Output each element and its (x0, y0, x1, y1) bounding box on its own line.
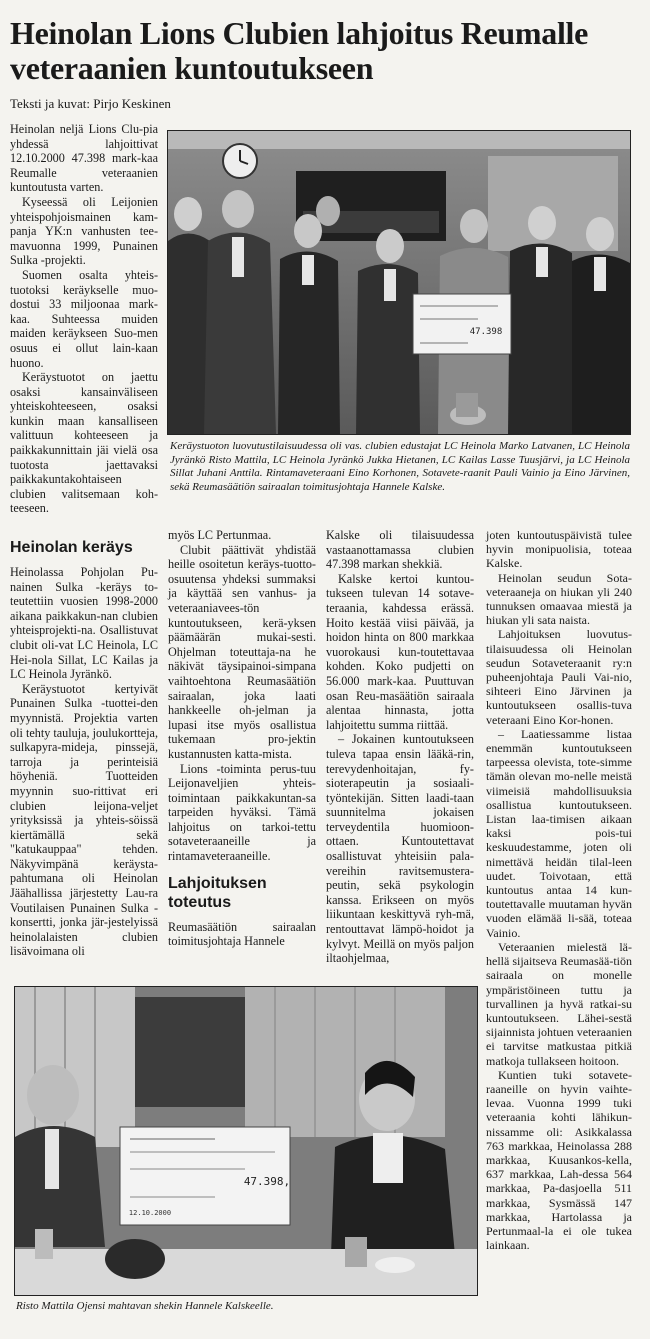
column-paragraph: Keräystuotot kertyivät Punainen Sulka -tuottei-den myynnistä. Projektia varten oli tehty tauluja, joulukortteja, sulkapyra-mideja, pinssejä, tarroja ja perinteisiä höyheniä. Tuotteiden myynnin suo-rittivat eri clubien leijona-veljet yrityksissä ja yhteis-söissä kiertämällä sekä "katukauppaa" tehden. Näkyvimpänä keräysta-pahtumana oli Heinolan Jäähallissa järjestetty Lau-ra Voutilaisen Punainen Sulka -konsertti, jonka jär-jestelyissä heinolalaisten clubien lisävoimana oli (10, 681, 158, 959)
column-paragraph: Kalske oli tilaisuudessa vastaanottamassa clubien 47.398 markan shekkiä. (326, 528, 474, 572)
top-photo-check-amount: 47.398 (469, 327, 503, 337)
column-paragraph: Heinolassa Pohjolan Pu-nainen Sulka -keräys to-teutettiin vuosien 1998-2000 aikana paikkakun-nan clubien yhteisprojekti-na. Osallistuvat clubit oli-vat LC Heinola, LC Hei-nola Sillat, LC Kailas ja LC Heinola Jyränkö. (10, 565, 158, 682)
column-3 (326, 528, 474, 966)
bottom-photo-check-amount: 47.398, (243, 1175, 291, 1188)
column-paragraph: myös LC Pertunmaa. (168, 528, 272, 542)
intro-paragraph: Suomen osalta yhteis-tuotoksi keräykselle muo-dostui 33 miljoonaa mark-kaa. Suhteessa muiden maiden keräykseen Suo-men osuus ei ollut lain-kaan huono. (10, 267, 158, 370)
column-paragraph: – Laatiessamme listaa enemmän kuntoutukseen tarpeessa olevista, tote-simme tämän olevan mo-nelle meistä viimeisiä mahdollisuuksia osallistua kuntoutukseen. Listan laa-timisen aikaan kaksi pois-tui keskuudestamme, joten oli nimettävä heidän tilal-leen uudet. Toivotaan, että kuntoutus antaa 14 kun-toutettavalle muutaman hyvän vuoden elämää li-sää, toteaa Vainio. (486, 726, 632, 940)
intro-paragraph: Kyseessä oli Leijonien yhteispohjoismainen kam-panja YK:n vanhusten tee-mavuonna 1999, Punainen Sulka -projekti. (10, 194, 158, 268)
column-paragraph: Lions -toiminta perus-tuu Leijonaveljien yhteis-toimintaan paikkakuntan-sa tarpeiden hyväksi. Tämä lahjoitus on tarkoi-tettu sotaveteraaneille ja rintamaveteraaneille. (168, 761, 316, 864)
top-photo-caption: Keräystuoton luovutustilaisuudessa oli vas. clubien edustajat LC Heinola Marko Latvanen, LC Heinola Jyränkö Risto Mattila, LC Heinola Jyränkö Jukka Hietanen, LC Kailas Lasse Tuusjärvi, ja LC Heinola Sillat Juhani Anttila. Rintamaveteraani Eino Korhonen, Sotavete-raanit Pauli Vainio ja Eino Järvinen, sekä Reumasäätiön sairaalan toimitusjohtaja Hannele Kalske. (170, 440, 630, 493)
column-paragraph: Kalske kertoi kuntou-tukseen tulevan 14 sotave-teraania, kahdessa erässä. Hoito kestää viisi päivää, ja hoidon hinta on 800 markkaa vuorokausi kun-toutettavaa kohden. Koko pudjetti on 56.000 mark-kaa. Puuttuvan osan Reu-masäätiön sairaala alentaa hinnasta, jotta lahjoitettu summa riittää. (326, 571, 474, 732)
column-paragraph: Reumasäätiön sairaalan toimitusjohtaja Hannele (168, 919, 316, 949)
column-paragraph: Veteraanien mielestä lä-hellä sijaitseva Reumasää-tiön sairaala on monelle ympäristöineen tuttu ja turvallinen ja hyvä ratkai-su kuntoutukseen. Lähei-sestä sijainnista johtuen veteraanien ei tarvitse matkustaa pitkiä matkoja tullakseen hoitoon. (486, 939, 632, 1068)
column-paragraph: Kuntien tuki sotavete-raaneille on hyvin vaihte-levaa. Vuonna 1999 tuki veteraania kohti lähikun-nissamme oli: Asikkalassa 763 markkaa, Heinolassa 288 markkaa, Kuusankos-kella, 637 markkaa, Lah-dessa 564 markkaa, Pa-dasjoella 511 markkaa, Sysmässä 147 markkaa, Hartolassa ja Pertunmaal-la ei ole tukea lainkaan. (486, 1067, 632, 1253)
subhead-lahjoituksen-toteutus: Lahjoituksen toteutus (168, 874, 267, 911)
check-handover-illustration (15, 987, 477, 1295)
column-2 (168, 528, 316, 949)
bottom-photo-caption: Risto Mattila Ojensi mahtavan shekin Hannele Kalskeelle. (16, 1300, 274, 1312)
column-paragraph: Lahjoituksen luovutus-tilaisuudessa oli Heinolan seudun Sotaveteraanit ry:n puheenjohtaja Pauli Vai-nio, sihteeri Eino Järvinen ja kuntoutukseen osallis-tuva veteraani Eino Kor-honen. (486, 627, 632, 727)
bottom-photo (14, 986, 478, 1296)
article-headline: Heinolan Lions Clubien lahjoitus Reumalle veteraanien kuntoutukseen (10, 15, 589, 86)
column-paragraph: Heinolan seudun Sota-veteraaneja on hiukan yli 240 tunnuksen omaavaa miestä ja hiukan yli sata naista. (486, 570, 632, 628)
column-4 (486, 528, 632, 1252)
bottom-photo-check-date: 12.10.2000 (128, 1209, 172, 1217)
column-paragraph: joten kuntoutuspäivistä tulee hyvin monipuolisia, toteaa Kalske. (486, 528, 632, 571)
intro-paragraph: Heinolan neljä Lions Clu-pia yhdessä lahjoittivat 12.10.2000 47.398 mark-kaa Reumalle veteraanien kuntoutusta varten. (10, 122, 158, 195)
intro-column (10, 122, 158, 516)
column-paragraph: – Jokainen kuntoutukseen tuleva tapaa ensin lääkä-rin, terevydenhoitajan, fy-sioterapeutin ja sosiaali-työntekijän. Sitten laadi-taan suunnitelma jokaisen terveydentila huomioon-ottaen. Kuntoutettavat osallistuvat yhteisiin pala-vereihin ravitsemustera-peutin, sekä psykologin kanssa. Erikseen on myös liikuntaan keskittyvä ryh-mä, rentouttavat lämpö-hoidot ja kylvyt. Meillä on myös paljon iltaohjelmaa, (326, 732, 474, 966)
article-byline: Teksti ja kuvat: Pirjo Keskinen (10, 96, 171, 111)
subhead-heinolan-kerays: Heinolan keräys (10, 539, 133, 556)
column-1 (10, 528, 158, 959)
top-photo (167, 130, 631, 435)
group-photo-illustration (168, 131, 630, 434)
column-paragraph: Clubit päättivät yhdistää heille osoitetun keräys-tuotto-osuutensa yhdeksi summaksi ja käyttää sen vanhus- ja veteraaniavees-tön kuntoutukseen, kerä-yksen päämäärän mukai-sesti. Ohjelman toteuttaja-na he näkivät täysipainoi-simpana vaihtoehtona Reumasäätiön sairaalan, joka laati hankkeelle oh-jelman ja lupasi itse myös osallistua tukemaan pro-jektin kustannusten katta-mista. (168, 542, 316, 761)
intro-paragraph: Keräystuotot on jaettu osaksi kansainväliseen yhteiskohteeseen, osaksi kunkin maan kansalliseen valittuun kohteeseen ja paikkakunnittain jäi vielä osa tuotosta jaettavaksi paikkakuntakohtaiseen clubien valitsemaan koh-teeseen. (10, 370, 158, 516)
